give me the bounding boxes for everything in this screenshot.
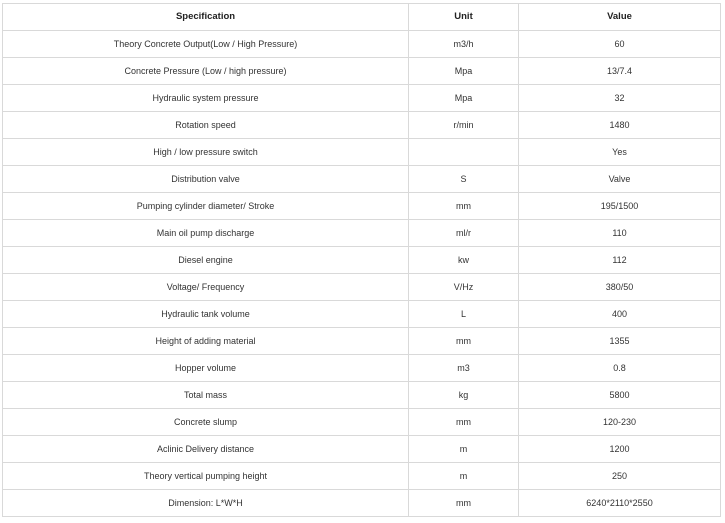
table-body — [3, 31, 721, 517]
cell-value: 1200 — [519, 436, 721, 463]
header-value: Value — [519, 4, 721, 31]
cell-value: Yes — [519, 139, 721, 166]
cell-unit: m — [409, 436, 519, 463]
cell-unit: mm — [409, 328, 519, 355]
cell-specification: High / low pressure switch — [3, 139, 409, 166]
cell-value: 1480 — [519, 112, 721, 139]
cell-unit: Mpa — [409, 85, 519, 112]
cell-unit: kg — [409, 382, 519, 409]
cell-specification: Diesel engine — [3, 247, 409, 274]
cell-unit: m — [409, 463, 519, 490]
cell-specification: Pumping cylinder diameter/ Stroke — [3, 193, 409, 220]
table-row — [3, 85, 721, 112]
cell-value: 400 — [519, 301, 721, 328]
cell-unit: m3 — [409, 355, 519, 382]
table-row — [3, 112, 721, 139]
cell-specification: Theory Concrete Output(Low / High Pressure) — [3, 31, 409, 58]
cell-specification: Rotation speed — [3, 112, 409, 139]
cell-unit — [409, 139, 519, 166]
cell-unit: Mpa — [409, 58, 519, 85]
cell-value: 1355 — [519, 328, 721, 355]
cell-value: 5800 — [519, 382, 721, 409]
table-row — [3, 328, 721, 355]
cell-unit: m3/h — [409, 31, 519, 58]
cell-unit: mm — [409, 490, 519, 517]
cell-specification: Theory vertical pumping height — [3, 463, 409, 490]
table-row — [3, 355, 721, 382]
cell-value: 195/1500 — [519, 193, 721, 220]
cell-unit: kw — [409, 247, 519, 274]
table-row — [3, 274, 721, 301]
cell-specification: Distribution valve — [3, 166, 409, 193]
cell-unit: L — [409, 301, 519, 328]
table-row — [3, 139, 721, 166]
cell-unit: r/min — [409, 112, 519, 139]
table-row — [3, 58, 721, 85]
cell-unit: mm — [409, 409, 519, 436]
cell-specification: Concrete Pressure (Low / high pressure) — [3, 58, 409, 85]
cell-value: 120-230 — [519, 409, 721, 436]
cell-specification: Height of adding material — [3, 328, 409, 355]
table-row — [3, 436, 721, 463]
table-row — [3, 31, 721, 58]
cell-specification: Aclinic Delivery distance — [3, 436, 409, 463]
table-row — [3, 463, 721, 490]
table-row — [3, 301, 721, 328]
cell-specification: Total mass — [3, 382, 409, 409]
cell-value: Valve — [519, 166, 721, 193]
cell-specification: Voltage/ Frequency — [3, 274, 409, 301]
specification-table — [2, 3, 721, 517]
cell-value: 13/7.4 — [519, 58, 721, 85]
cell-value: 380/50 — [519, 274, 721, 301]
table-row — [3, 409, 721, 436]
table-header-row — [3, 4, 721, 31]
table-row — [3, 382, 721, 409]
cell-specification: Hydraulic tank volume — [3, 301, 409, 328]
cell-value: 32 — [519, 85, 721, 112]
table-row — [3, 166, 721, 193]
header-specification: Specification — [3, 4, 409, 31]
cell-unit: mm — [409, 193, 519, 220]
cell-value: 60 — [519, 31, 721, 58]
table-row — [3, 193, 721, 220]
cell-value: 6240*2110*2550 — [519, 490, 721, 517]
table-row — [3, 490, 721, 517]
cell-value: 110 — [519, 220, 721, 247]
table-row — [3, 220, 721, 247]
cell-specification: Hopper volume — [3, 355, 409, 382]
cell-unit: S — [409, 166, 519, 193]
cell-specification: Concrete slump — [3, 409, 409, 436]
cell-value: 112 — [519, 247, 721, 274]
cell-unit: ml/r — [409, 220, 519, 247]
cell-specification: Dimension: L*W*H — [3, 490, 409, 517]
cell-value: 250 — [519, 463, 721, 490]
table-row — [3, 247, 721, 274]
cell-unit: V/Hz — [409, 274, 519, 301]
cell-specification: Main oil pump discharge — [3, 220, 409, 247]
cell-value: 0.8 — [519, 355, 721, 382]
header-unit: Unit — [409, 4, 519, 31]
cell-specification: Hydraulic system pressure — [3, 85, 409, 112]
